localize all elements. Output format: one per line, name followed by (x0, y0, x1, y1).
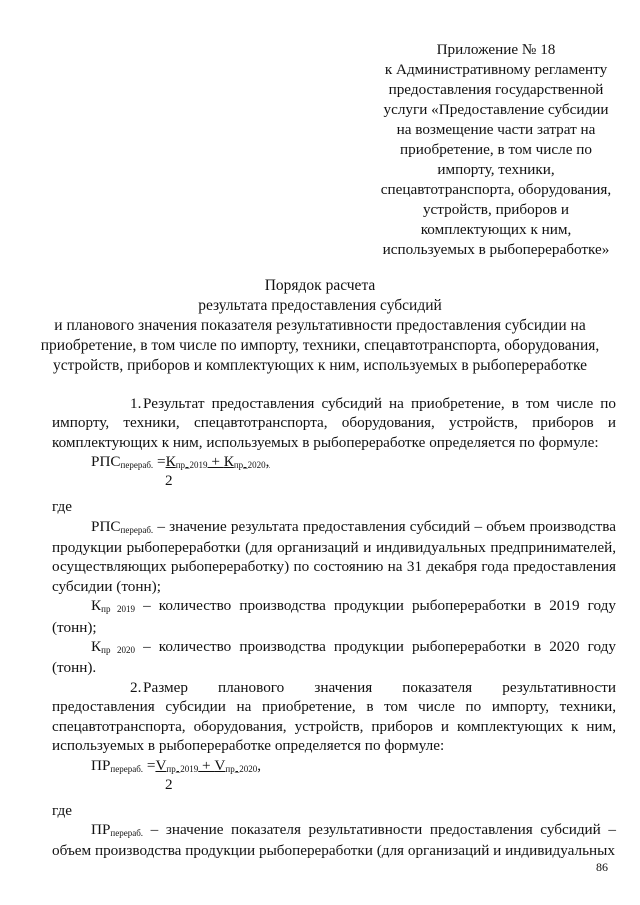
formula-k2-subscript: пр_2020 (233, 460, 266, 471)
title-line: результата предоставления субсидий (198, 297, 442, 314)
definition-symbol: К (91, 597, 102, 615)
definition-k2020 (52, 637, 616, 678)
section-2-paragraph (52, 678, 616, 756)
formula-comma: , (257, 756, 261, 774)
title-line: Порядок расчета (264, 277, 376, 294)
definition-rps (52, 517, 616, 597)
appendix-line: предоставления государственной (388, 81, 604, 98)
definition-symbol: РПС (91, 517, 121, 535)
definition-subscript: пр 2019 (101, 604, 135, 615)
appendix-line: Приложение № 18 (436, 41, 556, 58)
where-label: где (52, 498, 72, 516)
section-1-paragraph (52, 394, 616, 452)
formula-rps (52, 452, 616, 471)
appendix-line: приобретение, в том числе по (400, 141, 592, 158)
page-number: 86 (596, 860, 608, 874)
formula-lhs-subscript: перераб. (120, 460, 154, 471)
appendix-line: устройств, приборов и (422, 201, 570, 218)
document-body (52, 394, 616, 861)
formula-lhs: РПС (91, 453, 121, 471)
formula-v2: V (214, 756, 226, 774)
definition-text: – значение показателя результативности предоставления субсидий – объем производства продукции рыбопереработки (для организаций и индивидуальных (52, 820, 616, 860)
appendix-line: комплектующих к ним, (420, 221, 572, 238)
appendix-line: спецавтотранспорта, оборудования, (380, 181, 612, 198)
formula-plus: + (198, 756, 215, 774)
formula-pr-denominator: 2 (165, 775, 173, 793)
formula-v2-subscript: пр_2020 (225, 763, 258, 774)
formula-numerator (155, 757, 261, 774)
definition-text: – количество производства продукции рыбопереработки в 2019 году (тонн); (52, 597, 616, 636)
appendix-line: на возмещение части затрат на (396, 121, 596, 138)
title-line: приобретение, в том числе по импорту, техники, спецавтотранспорта, оборудования, (40, 337, 600, 354)
definition-symbol: ПР (91, 820, 111, 838)
definition-subscript: перераб. (120, 524, 154, 535)
formula-rps-denominator: 2 (165, 472, 173, 490)
appendix-line: к Административному регламенту (384, 61, 608, 78)
formula-v1: V (155, 756, 167, 774)
formula-lhs: ПР (91, 756, 111, 774)
where-label: где (52, 801, 72, 819)
section-2-text: Размер планового значения показателя результативности предоставления субсидии на приобретение, в том числе по импорту, техники, спецавтотранспорта, оборудования, устройств, приборов и комплектующих к ним, используемых в рыбопереработке определяется по формуле: (52, 678, 616, 755)
definition-symbol: К (91, 638, 102, 656)
section-1-text: Результат предоставления субсидий на приобретение, в том числе по импорту, техники, спецавтотранспорта, оборудования, устройств, приборов и комплектующих к ним, используемых в рыбопереработке определяется по формуле: (52, 395, 616, 451)
appendix-header (370, 40, 622, 260)
formula-k1-subscript: пр_2019 (175, 460, 208, 471)
document-title (40, 276, 600, 376)
definition-subscript: перераб. (110, 827, 144, 838)
formula-v1-subscript: пр_2019 (166, 763, 199, 774)
section-1-number: 1. (130, 395, 142, 412)
definition-text: – значение результата предоставления субсидий – объем производства продукции рыбопереработки (для организаций и индивидуальных предпринимателей, осуществляющих рыбопереработку) по состоянию на 31 декабря года предоставления субсидии (тонн); (52, 517, 616, 595)
formula-k1: К (165, 453, 176, 471)
formula-comma: , (265, 453, 270, 471)
formula-equals: = (143, 756, 156, 774)
title-line: и планового значения показателя результативности предоставления субсидии на (54, 317, 586, 334)
definition-k2019 (52, 596, 616, 637)
formula-plus: + (207, 453, 224, 471)
appendix-line: импорту, техники, (437, 161, 555, 178)
formula-k2: К (223, 453, 234, 471)
formula-pr (52, 756, 616, 775)
appendix-line: используемых в рыбопереработке» (382, 241, 610, 258)
formula-numerator (166, 453, 270, 470)
formula-equals: = (153, 453, 166, 471)
title-line: устройств, приборов и комплектующих к ним, используемых в рыбопереработке (52, 357, 588, 374)
definition-text: – количество производства продукции рыбопереработки в 2020 году (тонн). (52, 638, 616, 677)
definition-subscript: пр 2020 (101, 645, 135, 656)
appendix-line: услуги «Предоставление субсидии (383, 101, 609, 118)
definition-pr (52, 820, 616, 861)
section-2-number: 2. (130, 678, 142, 696)
formula-lhs-subscript: перераб. (110, 763, 144, 774)
